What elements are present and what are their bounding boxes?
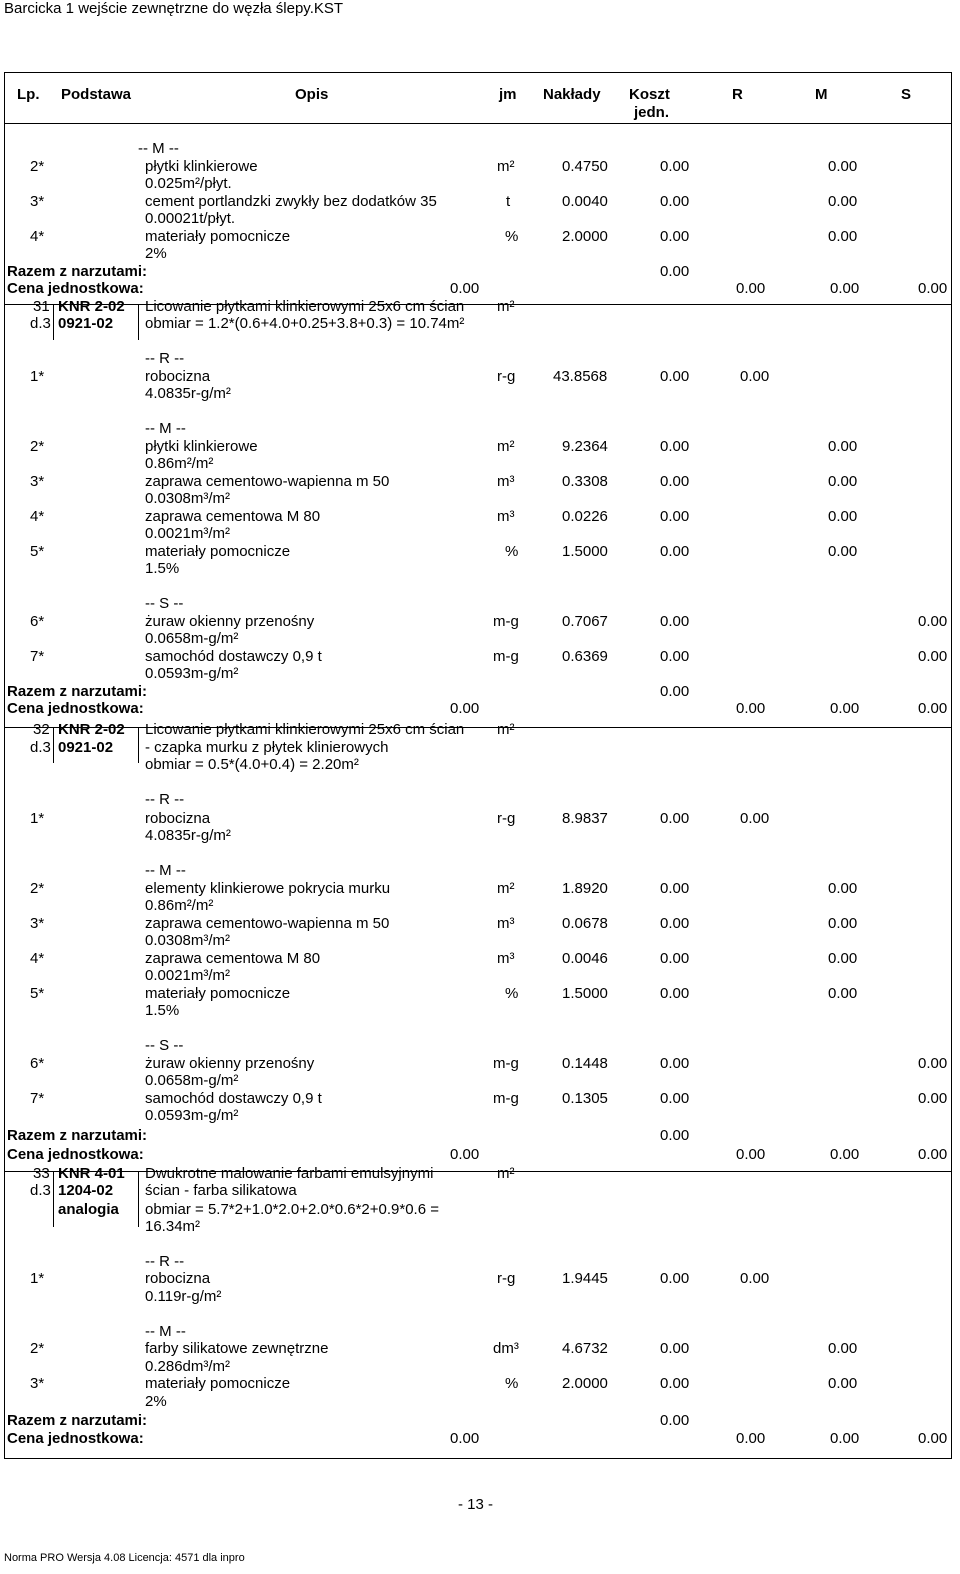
table-cell: % <box>505 228 519 245</box>
table-cell: m³ <box>497 950 515 967</box>
table-cell: Cena jednostkowa: <box>7 280 144 297</box>
table-cell: farby silikatowe zewnętrzne <box>145 1340 329 1357</box>
table-cell: Cena jednostkowa: <box>7 1146 144 1163</box>
table-cell: 0.00 <box>660 915 690 932</box>
table-cell: -- M -- <box>145 862 186 879</box>
cell-border <box>138 1171 139 1227</box>
table-cell: 0.00 <box>660 1375 690 1392</box>
table-cell: 0.00 <box>660 543 690 560</box>
table-cell: 0.00 <box>830 280 860 297</box>
table-cell: 1.5% <box>145 1002 180 1019</box>
table-cell: 0.0021m³/m² <box>145 525 231 542</box>
table-cell: 0.00 <box>918 700 948 717</box>
table-cell: 0.00 <box>660 263 690 280</box>
table-cell: 0.00 <box>828 1340 858 1357</box>
table-cell: -- M -- <box>145 420 186 437</box>
table-cell: 0.00 <box>828 193 858 210</box>
table-cell: 0.00 <box>660 193 690 210</box>
cell-border <box>53 304 54 340</box>
table-cell: 0.00 <box>660 613 690 630</box>
table-cell: zaprawa cementowa M 80 <box>145 508 321 525</box>
table-cell: m³ <box>497 508 515 525</box>
table-cell: 2% <box>145 245 167 262</box>
table-cell: 3* <box>30 1375 45 1392</box>
table-cell: 1.5000 <box>562 985 608 1002</box>
table-cell: obmiar = 0.5*(4.0+0.4) = 2.20m² <box>145 756 359 773</box>
table-cell: m-g <box>493 1055 519 1072</box>
table-cell: 0.00 <box>828 880 858 897</box>
table-cell: 0.86m²/m² <box>145 455 214 472</box>
table-cell: 0.00 <box>660 880 690 897</box>
table-cell: 0.00 <box>828 438 858 455</box>
header-s: S <box>901 86 912 103</box>
header-m: M <box>815 86 828 103</box>
table-cell: 1* <box>30 810 45 827</box>
table-cell: KNR 2-02 <box>58 298 125 315</box>
table-cell: 0.00 <box>660 648 690 665</box>
table-cell: Razem z narzutami: <box>7 683 148 700</box>
table-cell: 0.00 <box>828 543 858 560</box>
table-cell: materiały pomocnicze <box>145 985 291 1002</box>
table-cell: 3* <box>30 473 45 490</box>
table-cell: KNR 2-02 <box>58 721 125 738</box>
table-cell: 0921-02 <box>58 315 114 332</box>
table-cell: -- M -- <box>145 1323 186 1340</box>
table-cell: -- S -- <box>145 595 184 612</box>
table-cell: samochód dostawczy 0,9 t <box>145 1090 322 1107</box>
table-cell: Cena jednostkowa: <box>7 700 144 717</box>
document-title: Barcicka 1 wejście zewnętrzne do węzła ślepy.KST <box>4 0 344 17</box>
table-cell: cement portlandzki zwykły bez dodatków 35 <box>145 193 437 210</box>
header-koszt: Koszt <box>629 86 670 103</box>
table-cell: 0.00 <box>918 1430 948 1447</box>
table-header <box>4 72 952 124</box>
table-cell: 43.8568 <box>553 368 608 385</box>
table-cell: 1* <box>30 1270 45 1287</box>
table-cell: m² <box>497 438 515 455</box>
table-cell: 0.00 <box>660 508 690 525</box>
table-cell: -- R -- <box>145 350 185 367</box>
table-cell: Dwukrotne malowanie farbami emulsyjnymi <box>145 1165 434 1182</box>
header-podstawa: Podstawa <box>61 86 132 103</box>
table-cell: 0.00 <box>828 158 858 175</box>
table-cell: 0.00 <box>660 158 690 175</box>
table-cell: 0.1448 <box>562 1055 608 1072</box>
table-cell: zaprawa cementowa M 80 <box>145 950 321 967</box>
table-cell: 33 <box>33 1165 50 1182</box>
table-cell: 2* <box>30 158 45 175</box>
table-cell: 16.34m² <box>145 1218 201 1235</box>
table-cell: 0.0040 <box>562 193 608 210</box>
table-cell: 0.0021m³/m² <box>145 967 231 984</box>
table-cell: 2.0000 <box>562 1375 608 1392</box>
table-cell: 0.00 <box>828 950 858 967</box>
table-cell: % <box>505 985 519 1002</box>
table-cell: 0.0658m-g/m² <box>145 1072 239 1089</box>
table-cell: 0.00 <box>660 810 690 827</box>
table-cell: żuraw okienny przenośny <box>145 613 315 630</box>
table-cell: 0.6369 <box>562 648 608 665</box>
table-cell: 0.00 <box>828 915 858 932</box>
table-cell: 0.00 <box>660 1412 690 1429</box>
table-cell: -- R -- <box>145 1253 185 1270</box>
table-cell: 0.00 <box>740 810 770 827</box>
header-koszt-jedn: jedn. <box>634 104 670 121</box>
table-cell: 8.9837 <box>562 810 608 827</box>
table-cell: 0.00 <box>918 613 948 630</box>
table-cell: 0.86m²/m² <box>145 897 214 914</box>
table-cell: -- M -- <box>138 140 179 157</box>
footer-license: Norma PRO Wersja 4.08 Licencja: 4571 dla inpro <box>4 1552 245 1564</box>
table-cell: d.3 <box>30 315 51 332</box>
table-cell: m-g <box>493 1090 519 1107</box>
table-cell: płytki klinkierowe <box>145 158 258 175</box>
table-cell: d.3 <box>30 1182 51 1199</box>
table-cell: zaprawa cementowo-wapienna m 50 <box>145 473 390 490</box>
table-cell: 1.5% <box>145 560 180 577</box>
table-cell: KNR 4-01 <box>58 1165 125 1182</box>
table-cell: 0.00 <box>736 1430 766 1447</box>
header-naklady: Nakłady <box>543 86 601 103</box>
table-cell: 4.0835r-g/m² <box>145 385 231 402</box>
table-cell: 0.4750 <box>562 158 608 175</box>
table-cell: 0.0593m-g/m² <box>145 1107 239 1124</box>
table-cell: r-g <box>497 368 516 385</box>
table-cell: 0.0046 <box>562 950 608 967</box>
table-cell: 0.1305 <box>562 1090 608 1107</box>
table-cell: 0.00 <box>828 985 858 1002</box>
table-cell: 0.3308 <box>562 473 608 490</box>
table-cell: elementy klinkierowe pokrycia murku <box>145 880 391 897</box>
table-cell: 0.00 <box>918 1146 948 1163</box>
table-cell: m³ <box>497 473 515 490</box>
table-cell: 0.00 <box>660 683 690 700</box>
table-cell: robocizna <box>145 1270 211 1287</box>
table-cell: 0.00 <box>660 1340 690 1357</box>
table-cell: 0.00 <box>918 1055 948 1072</box>
table-cell: -- R -- <box>145 791 185 808</box>
header-lp: Lp. <box>17 86 40 103</box>
table-cell: 0.00 <box>660 1270 690 1287</box>
table-cell: 1* <box>30 368 45 385</box>
table-cell: 3* <box>30 915 45 932</box>
table-cell: 1.9445 <box>562 1270 608 1287</box>
table-cell: obmiar = 5.7*2+1.0*2.0+2.0*0.6*2+0.9*0.6 = <box>145 1201 439 1218</box>
table-cell: 0.00 <box>660 1127 690 1144</box>
cell-border <box>138 304 139 340</box>
table-cell: 0.286dm³/m² <box>145 1358 231 1375</box>
table-cell: 0.00 <box>660 950 690 967</box>
table-cell: 9.2364 <box>562 438 608 455</box>
table-cell: 0.00 <box>740 368 770 385</box>
table-cell: 0.00021t/płyt. <box>145 210 236 227</box>
table-cell: 6* <box>30 613 45 630</box>
table-cell: 0.0226 <box>562 508 608 525</box>
table-cell: 0.00 <box>660 1090 690 1107</box>
table-cell: Cena jednostkowa: <box>7 1430 144 1447</box>
table-cell: 0.00 <box>736 700 766 717</box>
table-cell: 0.0308m³/m² <box>145 490 231 507</box>
table-cell: obmiar = 1.2*(0.6+4.0+0.25+3.8+0.3) = 10.74m² <box>145 315 465 332</box>
table-cell: m² <box>497 1165 515 1182</box>
table-cell: 1204-02 <box>58 1182 114 1199</box>
table-cell: 2* <box>30 880 45 897</box>
table-cell: 2% <box>145 1393 167 1410</box>
table-cell: 0.00 <box>918 648 948 665</box>
table-cell: 0.00 <box>660 368 690 385</box>
header-opis: Opis <box>295 86 329 103</box>
table-cell: 0.00 <box>828 228 858 245</box>
table-cell: 0.0658m-g/m² <box>145 630 239 647</box>
table-cell: -- S -- <box>145 1037 184 1054</box>
cell-border <box>53 1171 54 1227</box>
table-cell: m² <box>497 158 515 175</box>
table-cell: % <box>505 543 519 560</box>
table-cell: m² <box>497 721 515 738</box>
table-cell: 0.00 <box>660 473 690 490</box>
table-cell: 31 <box>33 298 50 315</box>
table-cell: żuraw okienny przenośny <box>145 1055 315 1072</box>
table-cell: Licowanie płytkami klinkierowymi 25x6 cm ścian <box>145 721 465 738</box>
table-cell: m² <box>497 880 515 897</box>
table-cell: 0.00 <box>830 1146 860 1163</box>
table-cell: robocizna <box>145 368 211 385</box>
table-cell: 0.00 <box>660 228 690 245</box>
table-cell: 4.0835r-g/m² <box>145 827 231 844</box>
table-cell: 0.0678 <box>562 915 608 932</box>
table-cell: 6* <box>30 1055 45 1072</box>
table-cell: materiały pomocnicze <box>145 543 291 560</box>
table-cell: 0.025m²/płyt. <box>145 175 232 192</box>
table-cell: 32 <box>33 721 50 738</box>
table-cell: m³ <box>497 915 515 932</box>
table-cell: 4* <box>30 508 45 525</box>
table-cell: 0.00 <box>450 1146 480 1163</box>
table-cell: m-g <box>493 613 519 630</box>
table-cell: zaprawa cementowo-wapienna m 50 <box>145 915 390 932</box>
table-cell: 0.00 <box>828 508 858 525</box>
table-cell: 2.0000 <box>562 228 608 245</box>
table-cell: d.3 <box>30 739 51 756</box>
table-cell: 0.00 <box>450 280 480 297</box>
table-cell: 0.00 <box>740 1270 770 1287</box>
table-cell: m² <box>497 298 515 315</box>
table-cell: 4* <box>30 228 45 245</box>
table-cell: 0.0308m³/m² <box>145 932 231 949</box>
table-cell: samochód dostawczy 0,9 t <box>145 648 322 665</box>
table-cell: 0.00 <box>828 473 858 490</box>
table-cell: 0.7067 <box>562 613 608 630</box>
table-cell: t <box>506 193 511 210</box>
table-cell: - czapka murku z płytek klinierowych <box>145 739 389 756</box>
table-cell: 0.00 <box>918 280 948 297</box>
table-cell: robocizna <box>145 810 211 827</box>
table-cell: 7* <box>30 648 45 665</box>
table-cell: 0.119r-g/m² <box>145 1288 222 1305</box>
table-cell: materiały pomocnicze <box>145 228 291 245</box>
table-cell: 0.00 <box>830 1430 860 1447</box>
table-cell: Razem z narzutami: <box>7 1127 148 1144</box>
table-cell: 0.00 <box>918 1090 948 1107</box>
table-cell: 0.00 <box>450 1430 480 1447</box>
header-r: R <box>732 86 743 103</box>
table-cell: Razem z narzutami: <box>7 263 148 280</box>
table-cell: 4.6732 <box>562 1340 608 1357</box>
table-cell: 0.00 <box>450 700 480 717</box>
table-cell: 0.00 <box>660 985 690 1002</box>
table-cell: 0921-02 <box>58 739 114 756</box>
table-cell: % <box>505 1375 519 1392</box>
table-cell: 5* <box>30 985 45 1002</box>
table-cell: 5* <box>30 543 45 560</box>
table-cell: płytki klinkierowe <box>145 438 258 455</box>
table-cell: 1.5000 <box>562 543 608 560</box>
table-cell: 0.00 <box>830 700 860 717</box>
table-cell: 0.00 <box>660 438 690 455</box>
table-cell: m-g <box>493 648 519 665</box>
table-cell: 1.8920 <box>562 880 608 897</box>
table-cell: 4* <box>30 950 45 967</box>
table-cell: ścian - farba silikatowa <box>145 1182 297 1199</box>
cell-border <box>53 727 54 763</box>
table-cell: r-g <box>497 1270 516 1287</box>
table-cell: Licowanie płytkami klinkierowymi 25x6 cm ścian <box>145 298 465 315</box>
table-cell: 0.0593m-g/m² <box>145 665 239 682</box>
table-cell: Razem z narzutami: <box>7 1412 148 1429</box>
table-cell: 0.00 <box>828 1375 858 1392</box>
table-cell: analogia <box>58 1201 119 1218</box>
table-cell: 3* <box>30 193 45 210</box>
cell-border <box>138 727 139 763</box>
table-cell: 2* <box>30 438 45 455</box>
page-number: - 13 - <box>458 1496 494 1513</box>
table-cell: 0.00 <box>736 280 766 297</box>
table-cell: 7* <box>30 1090 45 1107</box>
table-cell: 2* <box>30 1340 45 1357</box>
header-jm: jm <box>499 86 517 103</box>
table-cell: 0.00 <box>736 1146 766 1163</box>
table-cell: r-g <box>497 810 516 827</box>
table-cell: dm³ <box>493 1340 519 1357</box>
table-cell: materiały pomocnicze <box>145 1375 291 1392</box>
table-cell: 0.00 <box>660 1055 690 1072</box>
